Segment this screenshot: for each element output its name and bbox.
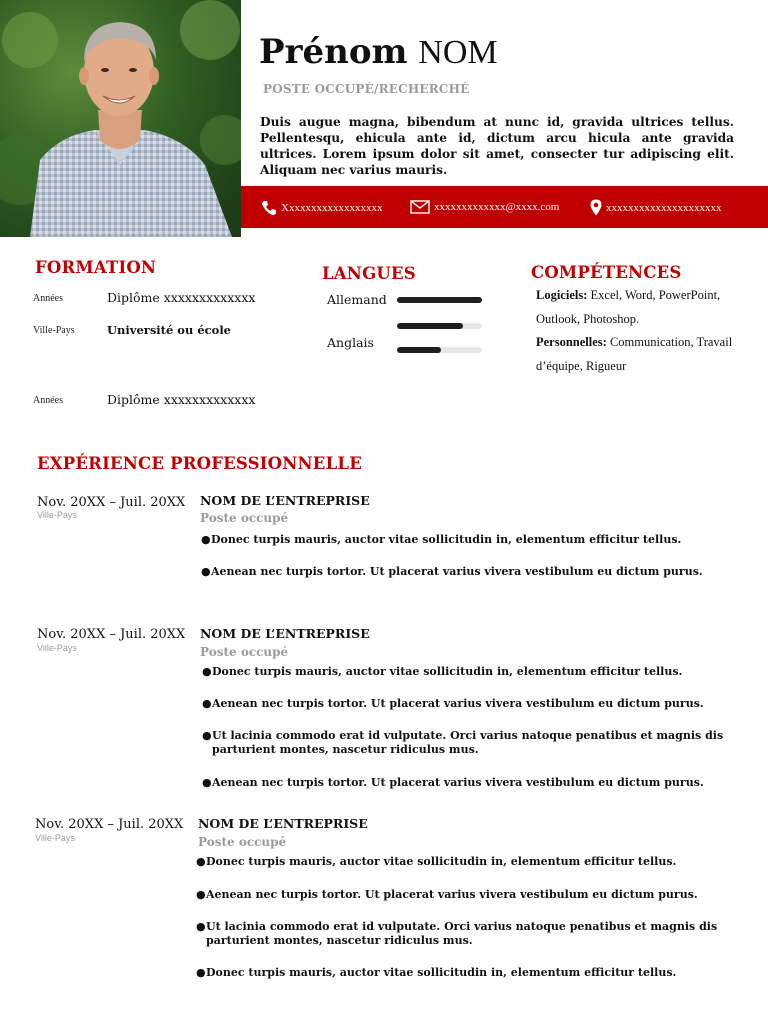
job-bullet: ● Aenean nec turpis tortor. Ut placerat varius vivera vestibulum eu dictum purus. [202,697,704,710]
job-bullet: ● Donec turpis mauris, auctor vitae sollicitudin in, elementum efficitur tellus. [201,533,682,546]
job-place: Ville-Pays [35,833,75,843]
last-name: NOM [418,34,498,71]
job-place: Ville-Pays [37,510,77,520]
bullet-dot: ● [201,565,211,578]
job-bullet: ● Aenean nec turpis tortor. Ut placerat varius vivera vestibulum eu dictum purus. [196,888,698,901]
job-company: NOM DE L’ENTREPRISE [198,816,368,831]
job-role: Poste occupé [198,835,287,849]
language-level-bar [397,347,482,353]
language-level-bar [397,297,482,303]
language-level-fill [397,323,463,329]
skills-block [536,284,756,378]
bullet-dot: ● [202,776,212,789]
language-name: Allemand [327,292,387,307]
bullet-dot: ● [196,966,206,979]
job-role: Poste occupé [200,511,289,525]
formation-clipped-row [30,424,270,428]
job-role: Poste occupé [200,645,289,659]
skills-personal-label: Personnelles: [536,335,607,349]
job-bullet: ● Donec turpis mauris, auctor vitae sollicitudin in, elementum efficitur tellus. [202,665,683,678]
contact-address [590,199,722,216]
bullet-dot: ● [196,920,206,933]
skills-personal-text: Communication, Travail d’équipe, Rigueur [536,335,733,373]
job-dates: Nov. 20XX – Juil. 20XX [37,627,186,642]
job-company: NOM DE L’ENTREPRISE [200,626,370,641]
location-pin-icon [590,199,602,216]
job-bullet: ● Aenean nec turpis tortor. Ut placerat varius vivera vestibulum eu dictum purus. [201,565,703,578]
phone-icon [261,200,277,216]
formation-diploma: Diplôme xxxxxxxxxxxxx [107,290,256,305]
experience-title: EXPÉRIENCE PROFESSIONNELLE [37,454,362,473]
competences-title: COMPÉTENCES [531,263,682,282]
envelope-icon [410,200,430,214]
email-text: xxxxxxxxxxxxx@xxxx.com [434,201,560,213]
job-bullet: ● Donec turpis mauris, auctor vitae sollicitudin in, elementum efficitur tellus. [196,966,677,979]
job-title: POSTE OCCUPÉ/RECHERCHÉ [263,82,470,96]
formation-year-label: Années [33,395,63,406]
job-dates: Nov. 20XX – Juil. 20XX [35,817,184,832]
profile-photo [0,0,241,237]
profile-summary: Duis augue magna, bibendum at nunc id, gravida ultrices tellus. Pellentesqu, ehicula ante id, dictum arcu hicula ante gravida ultrices. Lorem ipsum dolor sit amet, consecter tur adipiscing elit. Aliquam nec varius mauris. [260,115,734,177]
full-name [259,30,498,75]
contact-email [410,200,559,214]
language-level-fill [397,297,482,303]
job-company: NOM DE L’ENTREPRISE [200,493,370,508]
address-text: xxxxxxxxxxxxxxxxxxxxx [606,201,722,214]
skills-software-text: Excel, Word, PowerPoint, Outlook, Photoshop. [536,288,721,326]
formation-diploma: Diplôme xxxxxxxxxxxxx [107,392,256,407]
job-place: Ville-Pays [37,643,77,653]
job-bullet: ● Ut lacinia commodo erat id vulputate. Orci varius natoque penatibus et magnis dis parturient montes, nascetur ridiculus mus. [202,729,724,756]
bullet-dot: ● [201,533,211,546]
langues-title: LANGUES [322,264,416,283]
job-bullet: ● Ut lacinia commodo erat id vulputate. Orci varius natoque penatibus et magnis dis parturient montes, nascetur ridiculus mus. [196,920,718,947]
language-level-fill [397,347,441,353]
job-dates: Nov. 20XX – Juil. 20XX [37,495,186,510]
contact-bar [241,186,768,228]
formation-year-label: Années [33,293,63,304]
job-bullet: ● Donec turpis mauris, auctor vitae sollicitudin in, elementum efficitur tellus. [196,855,677,868]
formation-title: FORMATION [35,258,157,277]
bullet-dot: ● [196,888,206,901]
language-level-bar [397,323,482,329]
phone-text: Xxxxxxxxxxxxxxxxxx [281,202,383,214]
bullet-dot: ● [202,729,212,742]
contact-phone [261,200,382,216]
first-name: Prénom [259,32,408,72]
bullet-dot: ● [202,665,212,678]
formation-school: Université ou école [107,323,232,337]
bullet-dot: ● [196,855,206,868]
language-name: Anglais [327,335,374,350]
skills-software-label: Logiciels: [536,288,588,302]
formation-place-label: Ville-Pays [33,325,75,336]
bullet-dot: ● [202,697,212,710]
job-bullet: ● Aenean nec turpis tortor. Ut placerat varius vivera vestibulum eu dictum purus. [202,776,704,789]
